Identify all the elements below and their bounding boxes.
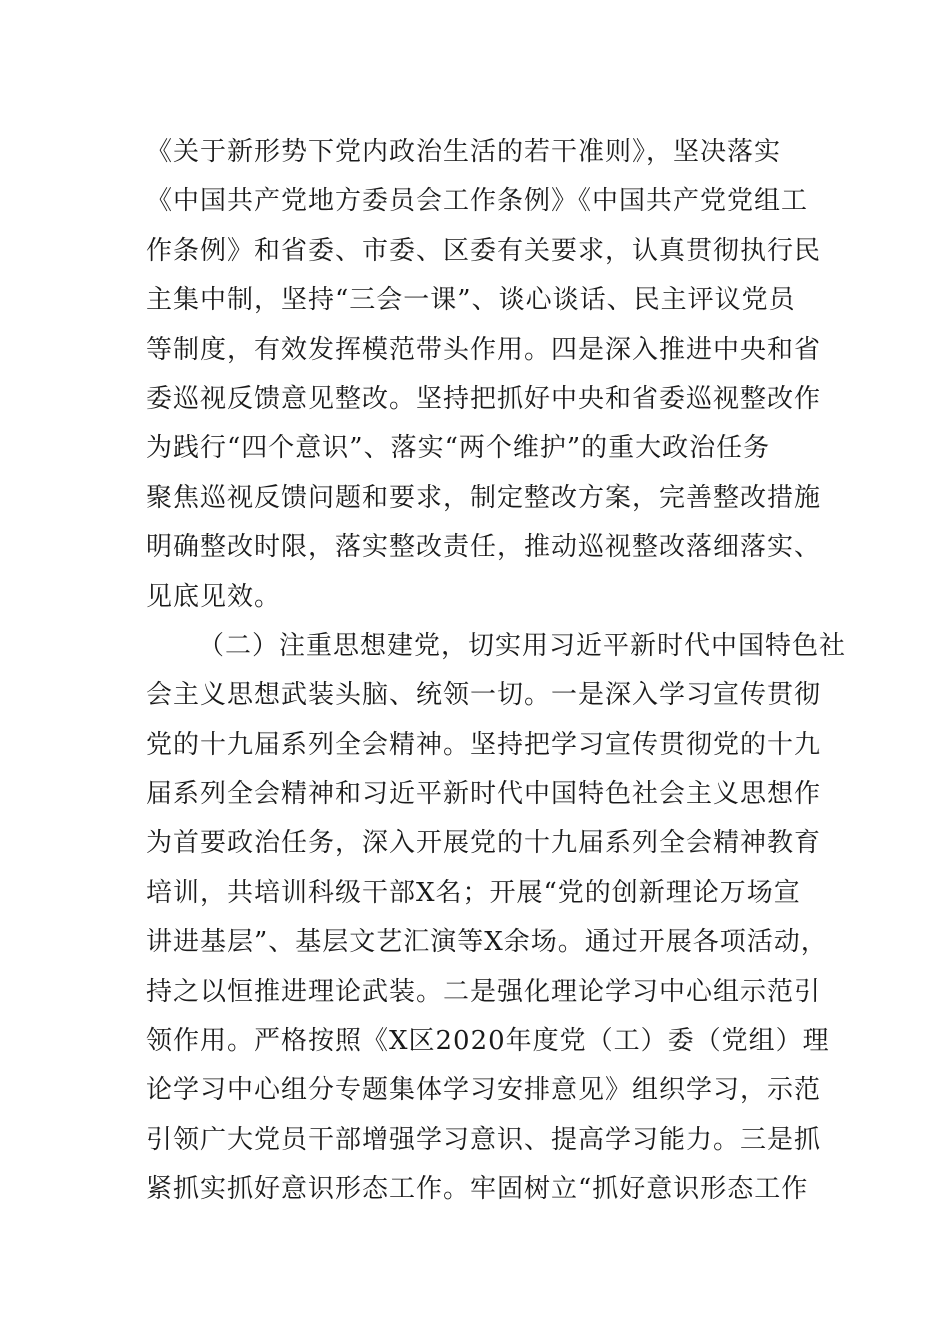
text-line: 等制度，有效发挥模范带头作用。四是深入推进中央和省 [146,334,822,365]
text-line: 届系列全会精神和习近平新时代中国特色社会主义思想作 [146,779,822,810]
text-line: 见底见效。 [146,581,282,612]
text-line: 主集中制，坚持“三会一课”、谈心谈话、民主评议党员 [146,285,796,316]
text-line: 委巡视反馈意见整改。坚持把抓好中央和省委巡视整改作 [146,383,822,414]
text-line: 论学习中心组分专题集体学习安排意见》组织学习，示范 [146,1075,822,1106]
text-line: 持之以恒推进理论武装。二是强化理论学习中心组示范引 [146,976,822,1007]
text-line: 为践行“四个意识”、落实“两个维护”的重大政治任务 [146,433,771,464]
text-line: 《中国共产党地方委员会工作条例》《中国共产党党组工 [146,186,809,217]
text-line: 讲进基层”、基层文艺汇演等X余场。通过开展各项活动， [146,927,828,958]
section-heading-line: （二）注重思想建党，切实用习近平新时代中国特色社 [198,630,847,661]
text-line: 为首要政治任务，深入开展党的十九届系列全会精神教育 [146,828,822,859]
text-line: 聚焦巡视反馈问题和要求，制定整改方案，完善整改措施 [146,482,822,513]
text-line: 明确整改时限，落实整改责任，推动巡视整改落细落实、 [146,532,822,563]
text-line: 《关于新形势下党内政治生活的若干准则》，坚决落实 [146,137,782,167]
text-line: 引领广大党员干部增强学习意识、提高学习能力。三是抓 [146,1124,822,1155]
text-line: 会主义思想武装头脑、统领一切。一是深入学习宣传贯彻 [146,680,822,711]
text-line: 党的十九届系列全会精神。坚持把学习宣传贯彻党的十九 [146,729,822,760]
text-line: 紧抓实抓好意识形态工作。牢固树立“抓好意识形态工作 [146,1174,809,1205]
text-line: 培训，共培训科级干部X名；开展“党的创新理论万场宣 [146,877,801,908]
text-line: 领作用。严格按照《X区2020年度党（工）委（党组）理 [146,1026,830,1057]
body-text [146,128,846,1215]
text-line: 作条例》和省委、市委、区委有关要求，认真贯彻执行民 [146,235,822,266]
